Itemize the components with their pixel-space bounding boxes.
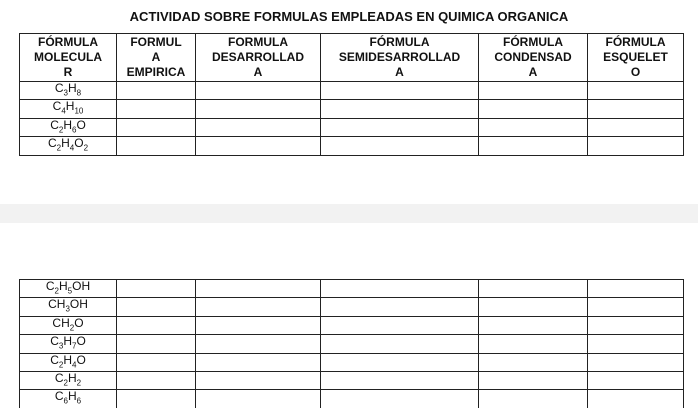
answer-cell[interactable] bbox=[479, 298, 588, 316]
formulas-table-top bbox=[19, 33, 684, 156]
subscript: 10 bbox=[74, 106, 84, 116]
molecular-formula-cell bbox=[20, 280, 117, 298]
answer-cell[interactable] bbox=[479, 353, 588, 371]
answer-cell[interactable] bbox=[588, 118, 684, 136]
answer-cell[interactable] bbox=[117, 390, 196, 408]
answer-cell[interactable] bbox=[479, 137, 588, 155]
table-row bbox=[20, 280, 684, 298]
element-symbol: O bbox=[76, 118, 86, 132]
element-symbol: C bbox=[54, 389, 64, 404]
answer-cell[interactable] bbox=[588, 100, 684, 118]
table-row bbox=[20, 353, 684, 371]
answer-cell[interactable] bbox=[479, 316, 588, 334]
answer-cell[interactable] bbox=[479, 280, 588, 298]
answer-cell[interactable] bbox=[588, 371, 684, 389]
answer-cell[interactable] bbox=[117, 298, 196, 316]
answer-cell[interactable] bbox=[117, 137, 196, 155]
table-row bbox=[20, 298, 684, 316]
answer-cell[interactable] bbox=[479, 82, 588, 100]
molecular-formula-cell bbox=[20, 298, 117, 316]
element-symbol: O bbox=[74, 136, 84, 151]
subscript: 6 bbox=[76, 396, 82, 406]
element-symbol: H bbox=[61, 136, 70, 151]
element-symbol: OH bbox=[69, 297, 88, 312]
answer-cell[interactable] bbox=[117, 316, 196, 334]
subscript: 7 bbox=[72, 341, 77, 351]
answer-cell[interactable] bbox=[196, 137, 321, 155]
subscript: 6 bbox=[63, 396, 68, 406]
molecular-formula-cell bbox=[20, 316, 117, 334]
answer-cell[interactable] bbox=[321, 118, 479, 136]
table-row bbox=[20, 118, 684, 136]
answer-cell[interactable] bbox=[196, 280, 321, 298]
answer-cell[interactable] bbox=[588, 335, 684, 353]
element-symbol: OH bbox=[72, 279, 91, 293]
table-header-row bbox=[20, 34, 684, 82]
element-symbol: C bbox=[52, 99, 62, 114]
molecular-formula-cell bbox=[20, 335, 117, 353]
element-symbol: C bbox=[45, 279, 55, 293]
answer-cell[interactable] bbox=[117, 280, 196, 298]
answer-cell[interactable] bbox=[479, 118, 588, 136]
table-row bbox=[20, 390, 684, 408]
molecular-formula-cell bbox=[20, 353, 117, 371]
element-symbol: H bbox=[65, 99, 75, 114]
table-row bbox=[20, 316, 684, 334]
subscript: 2 bbox=[63, 378, 68, 388]
answer-cell[interactable] bbox=[588, 280, 684, 298]
subscript: 4 bbox=[69, 143, 75, 153]
table-row bbox=[20, 137, 684, 155]
molecular-formula-cell bbox=[20, 390, 117, 408]
element-symbol: H bbox=[68, 371, 77, 385]
element-symbol: C bbox=[54, 371, 64, 385]
subscript: 6 bbox=[72, 125, 77, 135]
answer-cell[interactable] bbox=[321, 371, 479, 389]
molecular-formula-cell bbox=[20, 100, 117, 118]
table-row bbox=[20, 371, 684, 389]
answer-cell[interactable] bbox=[196, 316, 321, 334]
element-symbol: H bbox=[68, 81, 77, 95]
answer-cell[interactable] bbox=[196, 390, 321, 408]
answer-cell[interactable] bbox=[117, 82, 196, 100]
answer-cell[interactable] bbox=[479, 100, 588, 118]
answer-cell[interactable] bbox=[321, 137, 479, 155]
header-formula-empirica: FORMUL A EMPIRICA bbox=[117, 34, 196, 82]
molecular-formula-cell bbox=[20, 371, 117, 389]
answer-cell[interactable] bbox=[196, 353, 321, 371]
answer-cell[interactable] bbox=[321, 335, 479, 353]
subscript: 2 bbox=[83, 143, 89, 153]
subscript: 4 bbox=[72, 359, 77, 369]
element-symbol: O bbox=[76, 353, 86, 367]
page-title: ACTIVIDAD SOBRE FORMULAS EMPLEADAS EN QUIMICA ORGANICA bbox=[129, 9, 569, 24]
element-symbol: C bbox=[50, 334, 59, 349]
answer-cell[interactable] bbox=[321, 390, 479, 408]
answer-cell[interactable] bbox=[588, 390, 684, 408]
answer-cell[interactable] bbox=[588, 316, 684, 334]
table-row bbox=[20, 100, 684, 118]
answer-cell[interactable] bbox=[321, 82, 479, 100]
answer-cell[interactable] bbox=[196, 82, 321, 100]
element-symbol: H bbox=[68, 389, 77, 404]
answer-cell[interactable] bbox=[196, 298, 321, 316]
answer-cell[interactable] bbox=[321, 280, 479, 298]
molecular-formula-cell bbox=[20, 118, 117, 136]
subscript: 8 bbox=[76, 88, 82, 98]
answer-cell[interactable] bbox=[117, 371, 196, 389]
molecular-formula-cell bbox=[20, 82, 117, 100]
subscript: 2 bbox=[58, 359, 64, 369]
header-formula-semidesarrollada: FÓRMULA SEMIDESARROLLAD A bbox=[321, 34, 479, 82]
header-formula-esqueleto: FÓRMULA ESQUELET O bbox=[588, 34, 684, 82]
answer-cell[interactable] bbox=[321, 100, 479, 118]
answer-cell[interactable] bbox=[117, 335, 196, 353]
answer-cell[interactable] bbox=[479, 390, 588, 408]
element-symbol: C bbox=[50, 118, 59, 132]
answer-cell[interactable] bbox=[117, 353, 196, 371]
answer-cell[interactable] bbox=[588, 82, 684, 100]
header-formula-molecular: FÓRMULA MOLECULA R bbox=[20, 34, 117, 82]
header-formula-desarrollada: FORMULA DESARROLLAD A bbox=[196, 34, 321, 82]
molecular-formula-cell bbox=[20, 137, 117, 155]
answer-cell[interactable] bbox=[588, 298, 684, 316]
element-symbol: H bbox=[63, 353, 72, 367]
subscript: 5 bbox=[67, 286, 73, 296]
answer-cell[interactable] bbox=[479, 335, 588, 353]
table-row bbox=[20, 82, 684, 100]
table-row bbox=[20, 335, 684, 353]
element-symbol: H bbox=[63, 334, 72, 349]
answer-cell[interactable] bbox=[196, 118, 321, 136]
answer-cell[interactable] bbox=[117, 100, 196, 118]
element-symbol: C bbox=[54, 81, 64, 95]
section-divider-band bbox=[0, 204, 698, 223]
answer-cell[interactable] bbox=[117, 118, 196, 136]
answer-cell[interactable] bbox=[321, 316, 479, 334]
answer-cell[interactable] bbox=[196, 335, 321, 353]
subscript: 3 bbox=[63, 88, 68, 98]
element-symbol: O bbox=[76, 334, 86, 349]
formulas-table-bottom bbox=[19, 279, 684, 408]
subscript: 3 bbox=[65, 304, 70, 314]
subscript: 3 bbox=[58, 341, 64, 351]
answer-cell[interactable] bbox=[588, 137, 684, 155]
subscript: 2 bbox=[76, 378, 82, 388]
element-symbol: H bbox=[63, 118, 72, 132]
element-symbol: CH bbox=[52, 316, 70, 330]
answer-cell[interactable] bbox=[321, 298, 479, 316]
subscript: 2 bbox=[69, 323, 75, 333]
subscript: 2 bbox=[58, 125, 64, 135]
answer-cell[interactable] bbox=[196, 100, 321, 118]
element-symbol: H bbox=[59, 279, 68, 293]
answer-cell[interactable] bbox=[196, 371, 321, 389]
subscript: 2 bbox=[56, 143, 62, 153]
header-formula-condensada: FÓRMULA CONDENSAD A bbox=[479, 34, 588, 82]
answer-cell[interactable] bbox=[479, 371, 588, 389]
element-symbol: O bbox=[74, 316, 84, 330]
answer-cell[interactable] bbox=[588, 353, 684, 371]
element-symbol: C bbox=[47, 136, 57, 151]
answer-cell[interactable] bbox=[321, 353, 479, 371]
subscript: 2 bbox=[54, 286, 59, 296]
element-symbol: CH bbox=[48, 297, 66, 312]
element-symbol: C bbox=[50, 353, 59, 367]
subscript: 4 bbox=[61, 106, 66, 116]
